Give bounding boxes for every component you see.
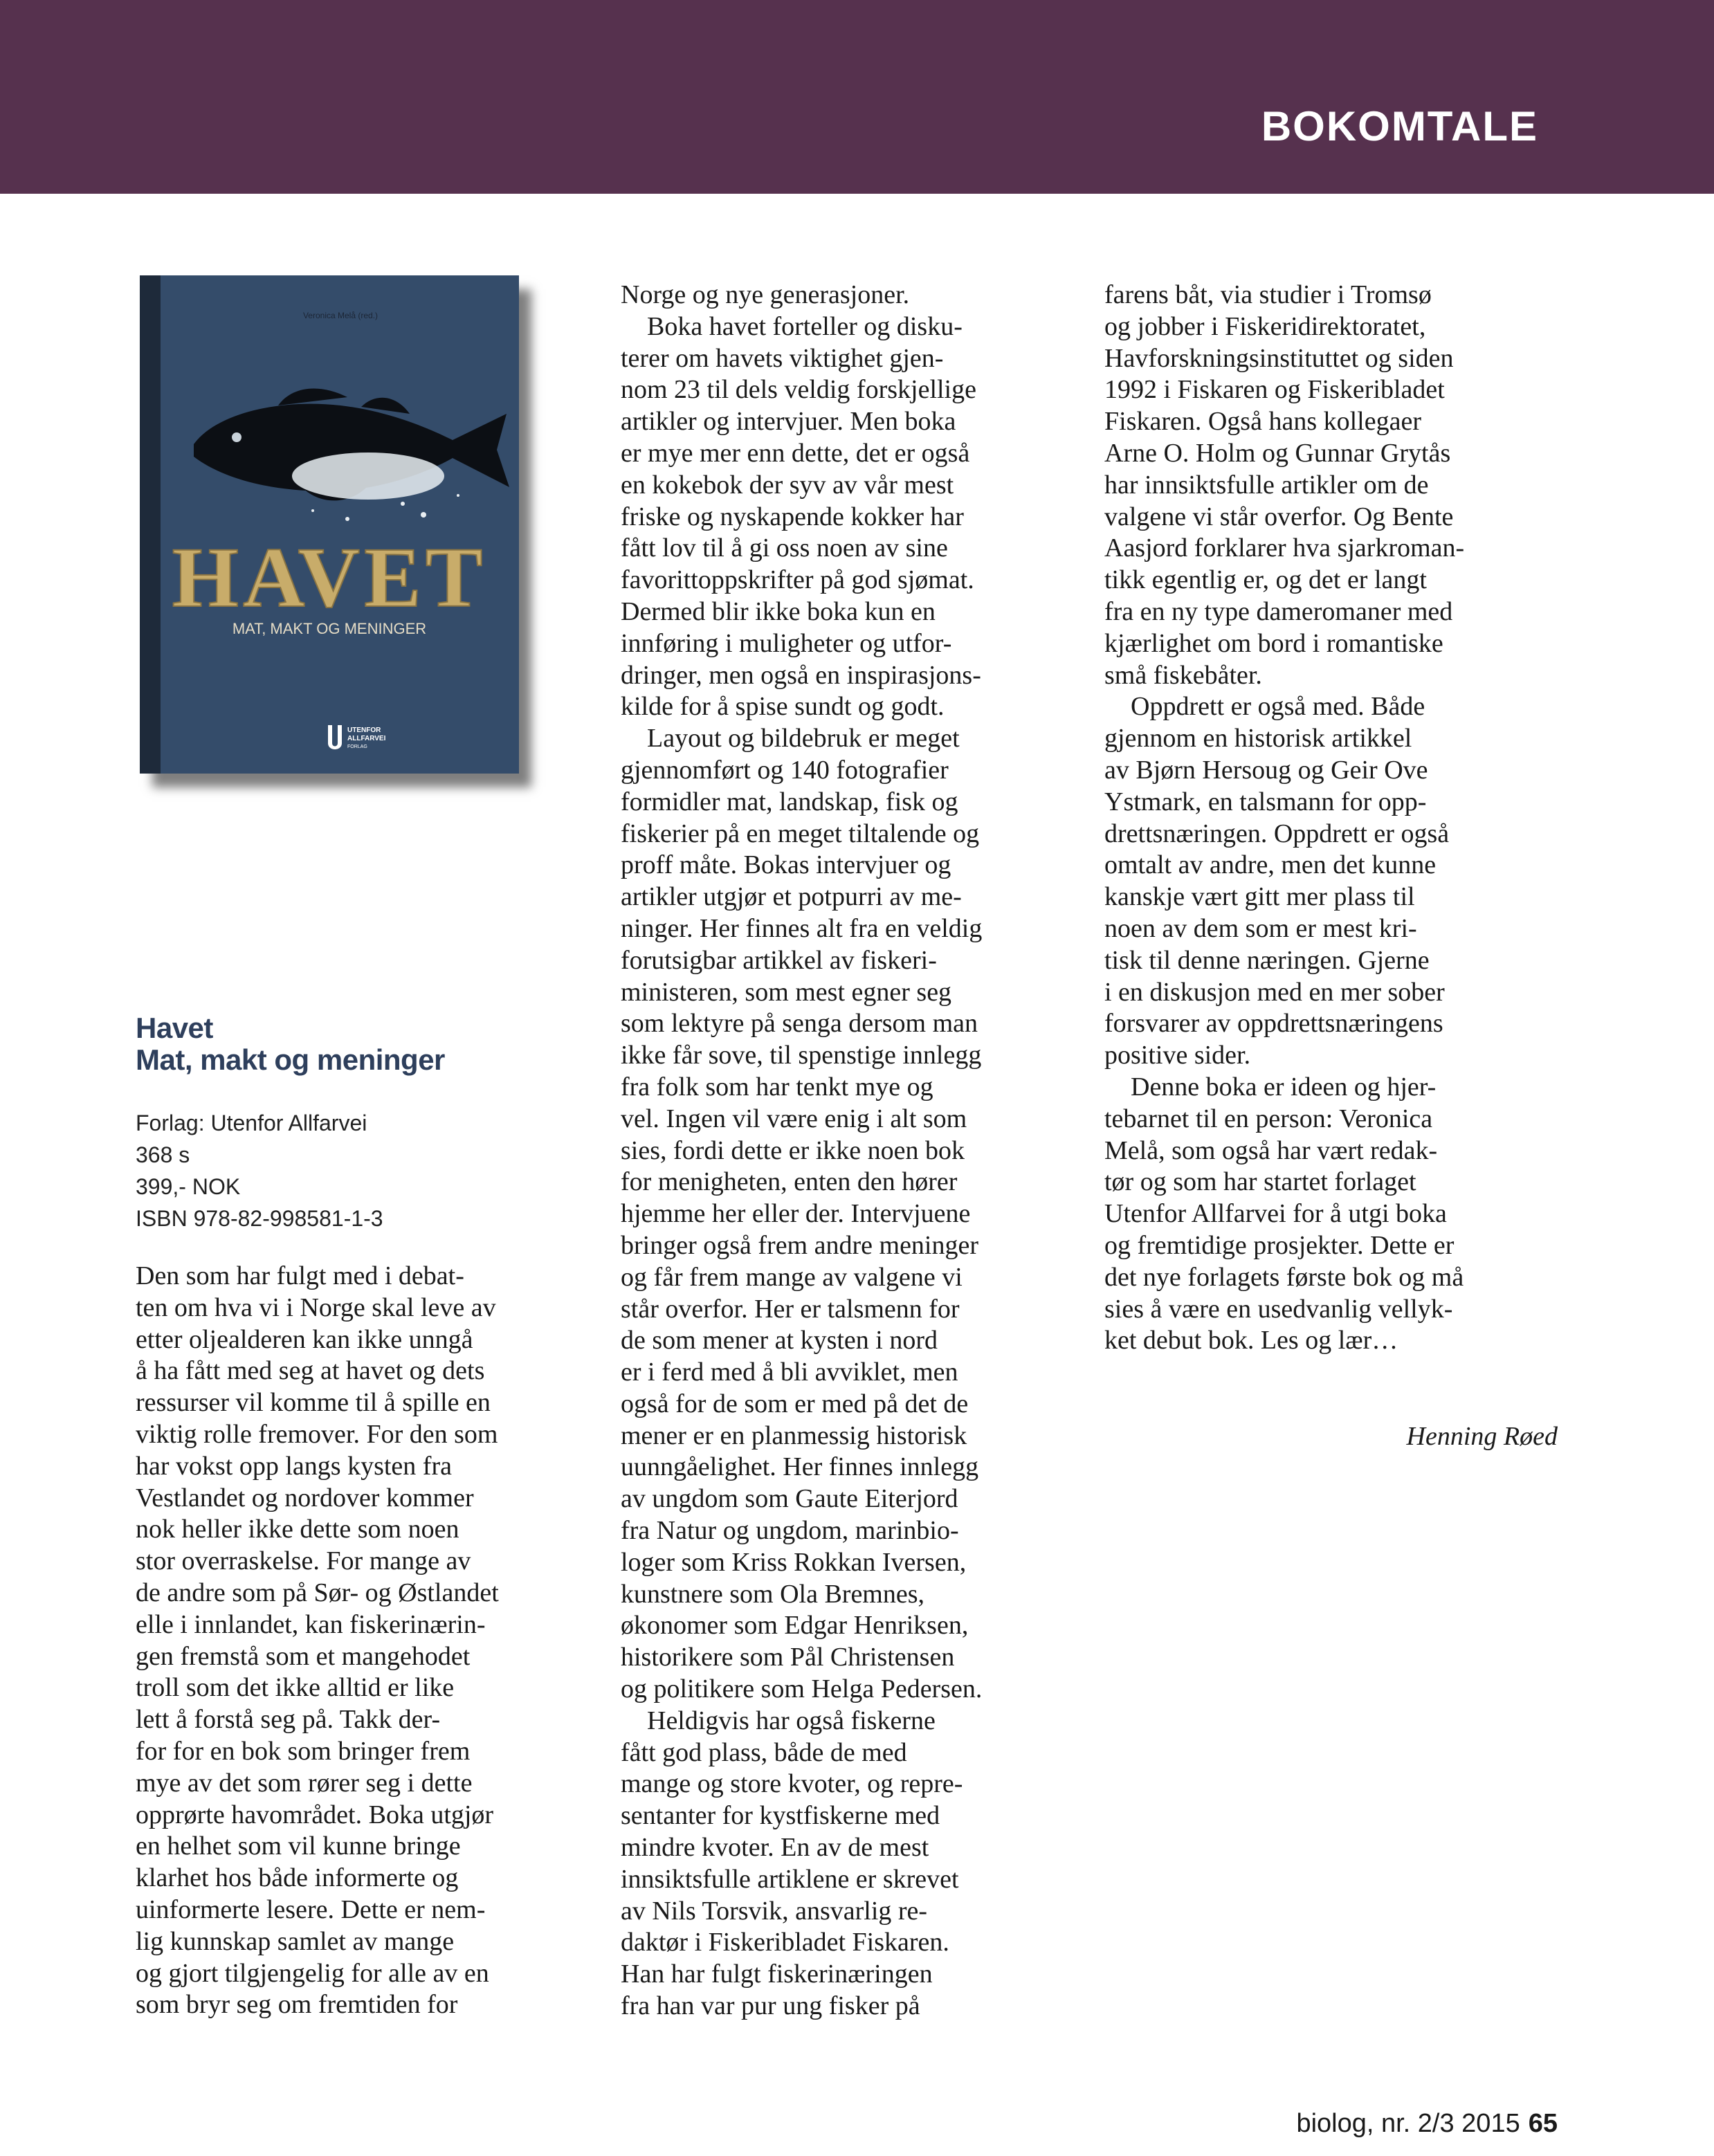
- text-line: Havforskningsinstituttet og siden: [1104, 343, 1454, 373]
- text-line: kilde for å spise sundt og godt.: [621, 692, 945, 722]
- text-line: Utenfor Allfarvei for å utgi boka: [1104, 1199, 1447, 1229]
- cover-background: [140, 275, 519, 774]
- book-cover-image: [140, 275, 519, 774]
- text-line: opprørte havområdet. Boka utgjør: [136, 1800, 494, 1829]
- text-line: favorittoppskrifter på god sjømat.: [621, 565, 974, 595]
- text-line: Han har fulgt fiskerinæringen: [621, 1959, 933, 1989]
- text-line: ten om hva vi i Norge skal leve av: [136, 1292, 496, 1322]
- page-count: 368 s: [136, 1142, 190, 1167]
- cover-title: HAVET: [172, 530, 487, 625]
- text-line: valgene vi står overfor. Og Bente: [1104, 502, 1454, 531]
- text-line: og får frem mange av valgene vi: [621, 1262, 963, 1292]
- text-line: proff måte. Bokas intervjuer og: [621, 850, 951, 880]
- book-metadata: [136, 1107, 383, 1234]
- text-line: forsvarer av oppdrettsnæringens: [1104, 1009, 1443, 1039]
- text-line: Ystmark, en talsmann for opp-: [1104, 787, 1427, 816]
- text-line: sies å være en usedvanlig vellyk-: [1104, 1294, 1453, 1324]
- text-line: ket debut bok. Les og lær…: [1104, 1326, 1398, 1355]
- text-line: troll som det ikke alltid er like: [136, 1673, 455, 1703]
- text-line: en helhet som vil kunne bringe: [136, 1831, 461, 1861]
- text-line: sentanter for kystfiskerne med: [621, 1801, 940, 1831]
- text-line: historikere som Pål Christensen: [621, 1643, 955, 1672]
- text-line: uunngåelighet. Her finnes innlegg: [621, 1452, 979, 1482]
- text-line: Boka havet forteller og disku-: [647, 311, 963, 341]
- text-line: ministeren, som mest egner seg: [621, 977, 952, 1007]
- text-line: bringer også frem andre meninger: [621, 1230, 979, 1260]
- text-line: terer om havets viktighet gjen-: [621, 343, 944, 373]
- cover-editor: Veronica Melå (red.): [302, 311, 379, 320]
- text-line: Dermed blir ikke boka kun en: [621, 596, 936, 626]
- text-line: mye av det som rører seg i dette: [136, 1768, 473, 1798]
- text-line: av ungdom som Gaute Eiterjord: [621, 1484, 958, 1514]
- text-line: av Nils Torsvik, ansvarlig re-: [621, 1896, 928, 1926]
- text-line: kjærlighet om bord i romantiske: [1104, 628, 1443, 658]
- text-line: innføring i muligheter og utfor-: [621, 628, 952, 658]
- text-line: kanskje vært gitt mer plass til: [1104, 882, 1415, 912]
- text-line: står overfor. Her er talsmenn for: [621, 1294, 960, 1324]
- text-line: for for en bok som bringer frem: [136, 1736, 471, 1766]
- text-line: friske og nyskapende kokker har: [621, 502, 964, 531]
- text-line: drettsnæringen. Oppdrett er også: [1104, 819, 1450, 848]
- text-line: er mye mer enn dette, det er også: [621, 438, 970, 468]
- text-line: daktør i Fiskeribladet Fiskaren.: [621, 1928, 949, 1957]
- publisher-line: Forlag: Utenfor Allfarvei: [136, 1111, 367, 1135]
- text-line: sies, fordi dette er ikke noen bok: [621, 1135, 965, 1165]
- text-line: Oppdrett er også med. Både: [1131, 692, 1425, 722]
- text-line: lett å forstå seg på. Takk der-: [136, 1705, 441, 1735]
- text-line: nom 23 til dels veldig forskjellige: [621, 375, 976, 405]
- article-column-1: [136, 1261, 592, 2021]
- text-line: positive sider.: [1104, 1041, 1251, 1070]
- text-line: tør og som har startet forlaget: [1104, 1167, 1416, 1197]
- text-line: små fiskebåter.: [1104, 660, 1262, 690]
- text-line: artikler og intervjuer. Men boka: [621, 407, 956, 437]
- text-line: Arne O. Holm og Gunnar Grytås: [1104, 438, 1451, 468]
- text-line: gjennomført og 140 fotografier: [621, 755, 949, 785]
- text-line: har vokst opp langs kysten fra: [136, 1451, 452, 1481]
- text-line: fra han var pur ung fisker på: [621, 1991, 920, 2021]
- text-line: kunstnere som Ola Bremnes,: [621, 1579, 925, 1609]
- text-line: 1992 i Fiskaren og Fiskeribladet: [1104, 375, 1445, 405]
- text-line: elle i innlandet, kan fiskerinærin-: [136, 1609, 486, 1639]
- article-column-2: [621, 280, 1077, 2022]
- isbn: ISBN 978-82-998581-1-3: [136, 1206, 383, 1231]
- text-line: loger som Kriss Rokkan Iversen,: [621, 1547, 967, 1577]
- text-line: gen fremstå som et mangehodet: [136, 1641, 471, 1671]
- text-line: lig kunnskap samlet av mange: [136, 1926, 455, 1956]
- text-line: mindre kvoter. En av de mest: [621, 1833, 929, 1863]
- text-line: hjemme her eller der. Intervjuene: [621, 1199, 971, 1229]
- text-line: av Bjørn Hersoug og Geir Ove: [1104, 755, 1428, 785]
- text-line: fra folk som har tenkt mye og: [621, 1072, 933, 1102]
- text-line: vel. Ingen vil være enig i alt som: [621, 1104, 967, 1133]
- text-line: er i ferd med å bli avviklet, men: [621, 1358, 958, 1387]
- text-line: nok heller ikke dette som noen: [136, 1515, 459, 1544]
- text-line: de andre som på Sør- og Østlandet: [136, 1578, 499, 1607]
- text-line: tisk til denne næringen. Gjerne: [1104, 945, 1430, 975]
- text-line: tebarnet til en person: Veronica: [1104, 1104, 1433, 1133]
- text-line: etter oljealderen kan ikke unngå: [136, 1324, 473, 1354]
- text-line: Aasjord forklarer hva sjarkroman-: [1104, 533, 1465, 563]
- cover-subtitle: MAT, MAKT OG MENINGER: [232, 620, 427, 637]
- text-line: mange og store kvoter, og repre-: [621, 1769, 963, 1799]
- author-signature: Henning Røed: [1406, 1422, 1558, 1451]
- text-line: økonomer som Edgar Henriksen,: [621, 1611, 969, 1641]
- text-line: omtalt av andre, men det kunne: [1104, 850, 1437, 880]
- text-line: fått god plass, både de med: [621, 1737, 907, 1767]
- text-line: tikk egentlig er, og det er langt: [1104, 565, 1427, 595]
- book-subtitle: Mat, makt og meninger: [136, 1043, 445, 1076]
- text-line: farens båt, via studier i Tromsø: [1104, 280, 1432, 309]
- text-line: en kokebok der syv av vår mest: [621, 470, 954, 500]
- text-line: Vestlandet og nordover kommer: [136, 1483, 474, 1513]
- publisher-line1: UTENFOR: [347, 727, 381, 734]
- text-line: Layout og bildebruk er meget: [647, 724, 960, 753]
- section-header-bar: [0, 0, 1714, 194]
- text-line: Norge og nye generasjoner.: [621, 280, 910, 309]
- text-line: innsiktsfulle artiklene er skrevet: [621, 1864, 959, 1894]
- text-line: de som mener at kysten i nord: [621, 1326, 938, 1355]
- text-line: Melå, som også har vært redak-: [1104, 1135, 1438, 1165]
- section-label: BOKOMTALE: [1261, 103, 1538, 149]
- article-column-3: [1104, 280, 1561, 1357]
- text-line: dringer, men også en inspirasjons-: [621, 660, 981, 690]
- text-line: ressurser vil komme til å spille en: [136, 1388, 491, 1418]
- text-line: og gjort tilgjengelig for alle av en: [136, 1958, 489, 1988]
- page-footer: [1296, 2109, 1558, 2139]
- text-line: i en diskusjon med en mer sober: [1104, 977, 1445, 1007]
- text-line: forutsigbar artikkel av fiskeri-: [621, 945, 937, 975]
- page-number: 65: [1528, 2109, 1558, 2138]
- text-line: som bryr seg om fremtiden for: [136, 1990, 458, 2020]
- text-line: også for de som er med på det de: [621, 1389, 969, 1418]
- publisher-line2: ALLFARVEI: [347, 735, 386, 742]
- text-line: artikler utgjør et potpurri av me-: [621, 882, 962, 912]
- text-line: Denne boka er ideen og hjer-: [1131, 1072, 1437, 1102]
- text-line: uinformerte lesere. Dette er nem-: [136, 1894, 486, 1924]
- text-line: klarhet hos både informerte og: [136, 1863, 459, 1893]
- text-line: det nye forlagets første bok og må: [1104, 1262, 1464, 1292]
- text-line: fra en ny type dameromaner med: [1104, 596, 1453, 626]
- text-line: viktig rolle fremover. For den som: [136, 1419, 498, 1449]
- text-line: å ha fått med seg at havet og dets: [136, 1356, 485, 1386]
- text-line: og fremtidige prosjekter. Dette er: [1104, 1230, 1455, 1260]
- text-line: for menigheten, enten den hører: [621, 1167, 958, 1197]
- text-line: som lektyre på senga dersom man: [621, 1009, 978, 1039]
- text-line: noen av dem som er mest kri-: [1104, 913, 1417, 943]
- text-line: ikke får sove, til spenstige innlegg: [621, 1041, 982, 1070]
- text-line: fiskerier på en meget tiltalende og: [621, 819, 980, 848]
- text-line: Fiskaren. Også hans kollegaer: [1104, 407, 1421, 437]
- cover-spine: [140, 275, 161, 774]
- text-line: stor overraskelse. For mange av: [136, 1546, 471, 1576]
- price: 399,- NOK: [136, 1174, 241, 1199]
- text-line: Den som har fulgt med i debat-: [136, 1261, 464, 1290]
- text-line: mener er en planmessig historisk: [621, 1420, 967, 1450]
- text-line: og jobber i Fiskeridirektoratet,: [1104, 311, 1426, 341]
- text-line: har innsiktsfulle artikler om de: [1104, 470, 1429, 500]
- text-line: formidler mat, landskap, fisk og: [621, 787, 958, 816]
- text-line: fra Natur og ungdom, marinbio-: [621, 1516, 959, 1546]
- text-line: fått lov til å gi oss noen av sine: [621, 533, 948, 563]
- magazine-issue: biolog, nr. 2/3 2015: [1296, 2109, 1520, 2138]
- text-line: og politikere som Helga Pedersen.: [621, 1674, 983, 1704]
- text-line: ninger. Her finnes alt fra en veldig: [621, 913, 983, 943]
- text-line: gjennom en historisk artikkel: [1104, 724, 1412, 753]
- book-title: Havet: [136, 1012, 213, 1044]
- publisher-line3: FORLAG: [347, 744, 367, 749]
- text-line: Heldigvis har også fiskerne: [647, 1706, 936, 1735]
